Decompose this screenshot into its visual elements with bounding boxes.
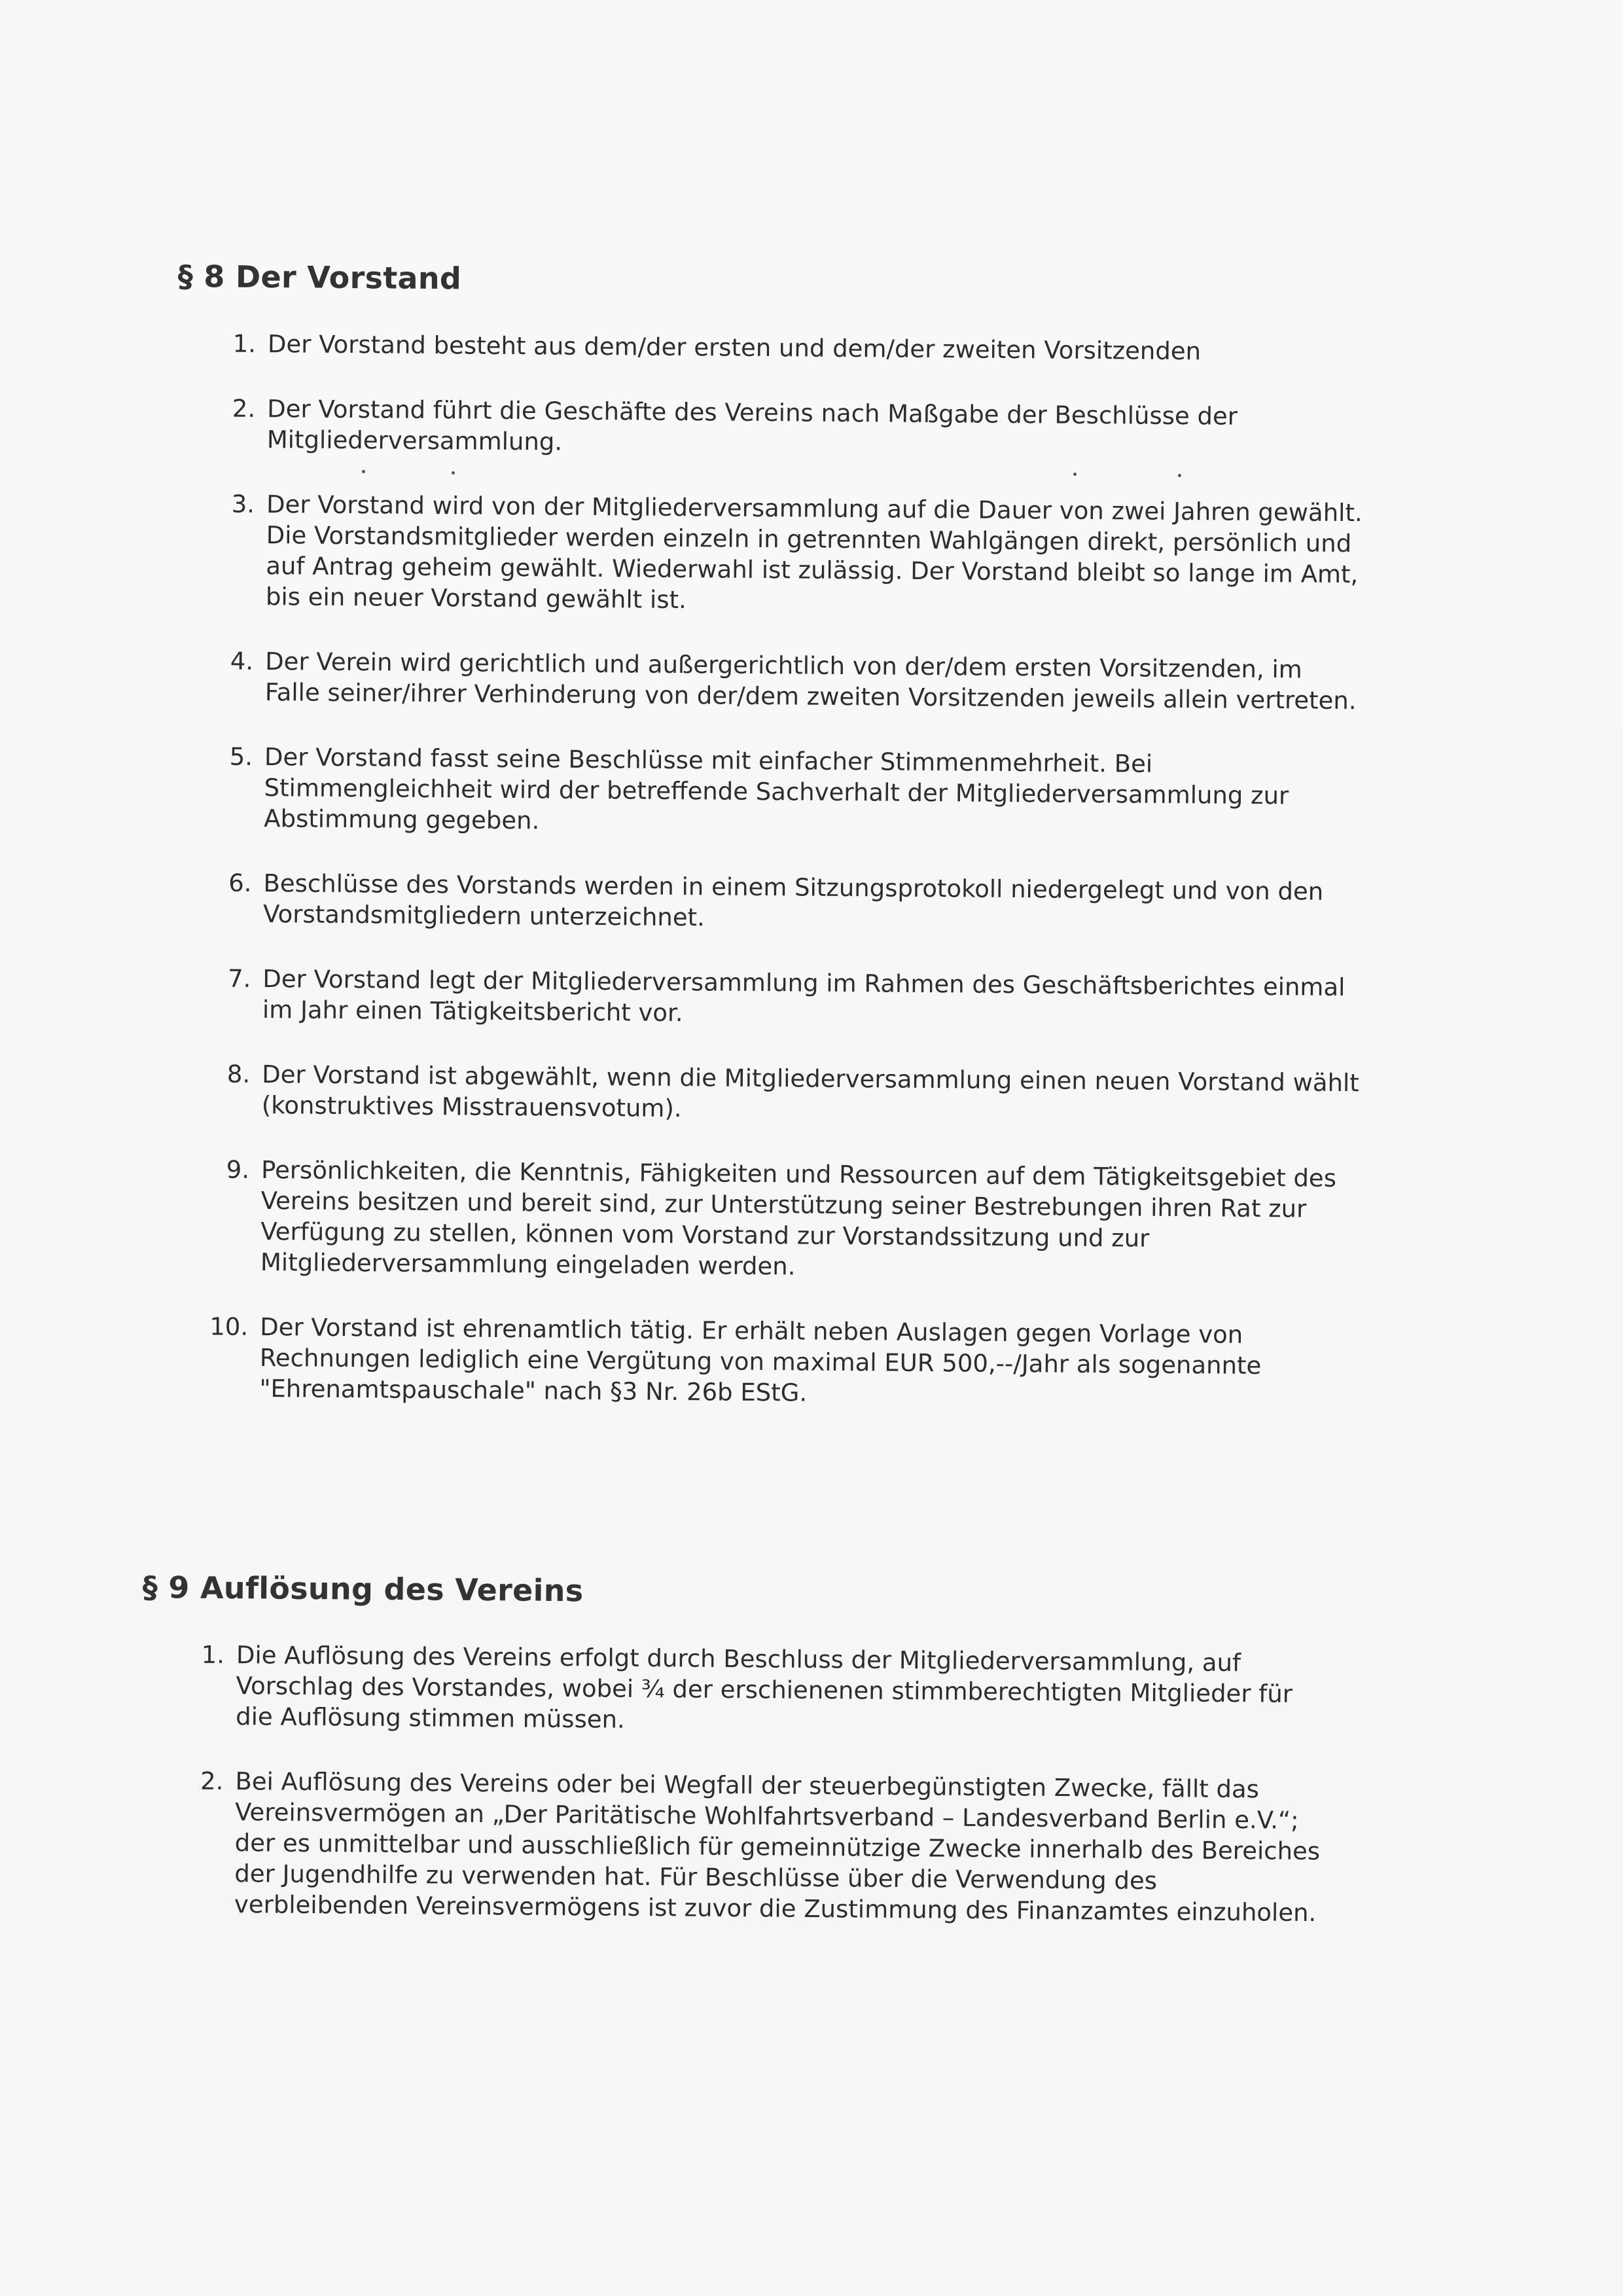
scan-speck	[452, 471, 455, 475]
list-item	[208, 488, 1366, 620]
item-number: 1.	[232, 329, 257, 358]
item-number: 10.	[209, 1312, 249, 1341]
list-item	[209, 393, 1367, 463]
item-text: Beschlüsse des Vorstands werden in einem Sitzungsprotokoll niedergelegt und von den Vorstandsmitgliedern unterzeichnet.	[262, 869, 1324, 932]
list-item	[205, 867, 1363, 938]
item-number: 4.	[230, 647, 254, 675]
item-text: Persönlichkeiten, die Kenntnis, Fähigkeiten und Ressourcen auf dem Tätigkeitsgebiet des Vereins besitzen und bereit sind, zur Unterstützung seiner Bestrebungen ihren Rat zur Verfügung zu stellen, können vom Vorstand zur Vorstandssitzung und zur Mitgliederversammlung eingeladen werden.	[260, 1156, 1337, 1281]
section-8-title: § 8 Der Vorstand	[177, 259, 462, 296]
item-number: 1.	[201, 1640, 225, 1669]
scan-speck	[1178, 474, 1181, 477]
item-text: Bei Auflösung des Vereins oder bei Wegfall der steuerbegünstigten Zwecke, fällt das Vereinsvermögen an „Der Paritätische Wohlfahrtsverband – Landesverband Berlin e.V.“; der es unmittelbar und ausschließlich für gemeinnützige Zwecke innerhalb des Bereiches der Jugendhilfe zu verwenden hat. Für Beschlüsse über die Verwendung des verbleibenden Vereinsvermögens ist zuvor die Zustimmung des Finanzamtes einzuholen.	[234, 1767, 1321, 1928]
scan-speck	[362, 470, 365, 473]
item-number: 5.	[229, 742, 253, 771]
item-text: Der Vorstand wird von der Mitgliederversammlung auf die Dauer von zwei Jahren gewählt. Die Vorstandsmitglieder werden einzeln in getrennten Wahlgängen direkt, persönlich und auf Antrag geheim gewählt. Wiederwahl ist zulässig. Der Vorstand bleibt so lange im Amt, bis ein neuer Vorstand gewählt ist.	[265, 490, 1363, 615]
item-number: 9.	[226, 1155, 250, 1184]
section-9-title: § 9 Auflösung des Vereins	[142, 1570, 584, 1609]
item-text: Der Vorstand ist ehrenamtlich tätig. Er erhält neben Auslagen gegen Vorlage von Rechnungen lediglich eine Vergütung von maximal EUR 500,--/Jahr als sogenannte "Ehrenamtspauschale" nach §3 Nr. 26b EStG.	[259, 1313, 1262, 1407]
item-text: Die Auflösung des Vereins erfolgt durch Beschluss der Mitgliederversammlung, auf Vorschlag des Vorstandes, wobei ¾ der erschienenen stimmberechtigten Mitglieder für die Auflösung stimmen müssen.	[236, 1641, 1293, 1734]
list-item	[177, 1765, 1335, 1928]
item-number: 6.	[228, 869, 252, 897]
item-text: Der Vorstand ist abgewählt, wenn die Mitgliederversammlung einen neuen Vorstand wählt (konstruktives Misstrauensvotum).	[261, 1060, 1359, 1123]
list-item	[206, 741, 1364, 842]
item-text: Der Vorstand führt die Geschäfte des Vereins nach Maßgabe der Beschlüsse der Mitgliederversammlung.	[266, 395, 1238, 456]
list-item	[205, 963, 1363, 1033]
section-8-list	[169, 328, 1367, 1412]
section-9-dissolution	[139, 1570, 1336, 1962]
item-number: 2.	[232, 394, 256, 423]
scan-speck	[1073, 473, 1077, 476]
item-number: 3.	[231, 490, 255, 518]
item-text: Der Vorstand legt der Mitgliederversammlung im Rahmen des Geschäftsberichtes einmal im Jahr einen Tätigkeitsbericht vor.	[262, 965, 1346, 1028]
list-item	[202, 1311, 1359, 1412]
list-item	[207, 645, 1365, 716]
list-item	[204, 1058, 1362, 1129]
section-8-board	[169, 259, 1368, 1446]
list-item	[203, 1154, 1361, 1286]
item-number: 7.	[227, 964, 251, 993]
list-item	[210, 328, 1367, 368]
item-number: 8.	[226, 1060, 251, 1088]
item-number: 2.	[200, 1767, 224, 1795]
item-text: Der Vorstand fasst seine Beschlüsse mit einfacher Stimmenmehrheit. Bei Stimmengleichheit wird der betreffende Sachverhalt der Mitgliederversammlung zur Abstimmung gegeben.	[264, 743, 1289, 835]
item-text: Der Vorstand besteht aus dem/der ersten und dem/der zweiten Vorsitzenden	[267, 330, 1202, 366]
item-text: Der Verein wird gerichtlich und außergerichtlich von der/dem ersten Vorsitzenden, im Falle seiner/ihrer Verhinderung von der/dem zweiten Vorsitzenden jeweils allein vertreten.	[264, 647, 1357, 715]
section-9-list	[140, 1639, 1336, 1928]
list-item	[178, 1639, 1336, 1740]
